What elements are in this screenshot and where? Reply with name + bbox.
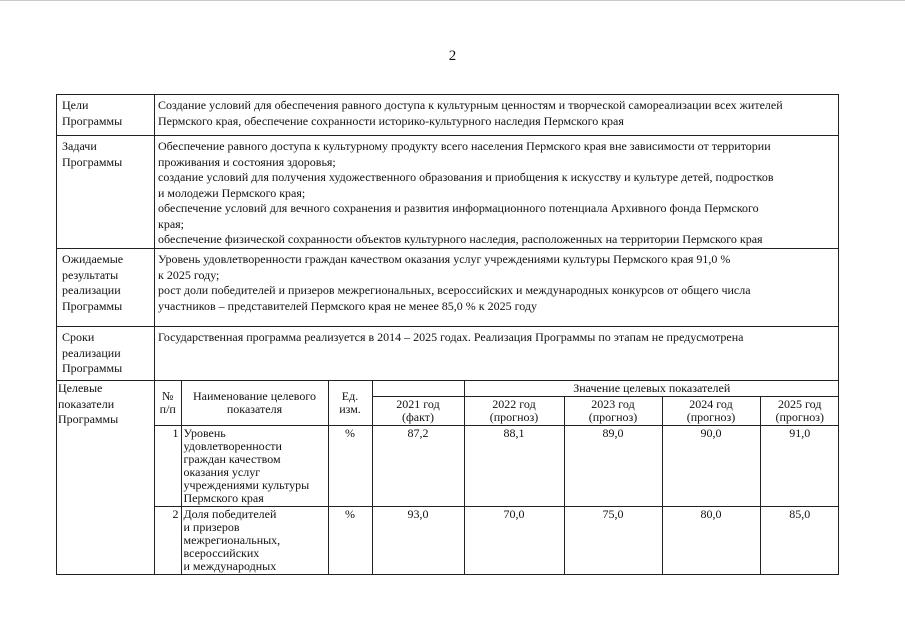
header-year-2021: 2021 год (факт)	[372, 397, 464, 426]
header-num: № п/п	[155, 381, 181, 426]
header-year-2022: 2022 год (прогноз)	[464, 397, 564, 426]
goals-row	[57, 95, 839, 136]
table-row	[155, 426, 839, 507]
row-num: 1	[155, 426, 181, 507]
program-passport-table	[56, 94, 839, 575]
header-year-2023: 2023 год (прогноз)	[564, 397, 662, 426]
row-value-2025: 91,0	[760, 426, 839, 507]
text-line: края;	[158, 216, 185, 231]
text-line: рост доли победителей и призеров межрегиональных, всероссийских и международных конкурсов от общего числа	[158, 283, 751, 297]
text-line: Государственная программа реализуется в 2014 – 2025 годах. Реализация Программы по этапам не предусмотрена	[158, 330, 744, 344]
row-value-2022: 88,1	[464, 426, 564, 507]
header-blank-2021	[372, 381, 464, 397]
row-num: 2	[155, 507, 181, 575]
indicators-header-row-1	[155, 381, 839, 397]
terms-row	[57, 327, 839, 381]
indicators-table	[155, 381, 839, 574]
tasks-content	[155, 136, 839, 249]
text-line: проживания и состояния здоровья;	[158, 154, 336, 169]
goals-label: Цели Программы	[57, 95, 155, 136]
row-indicator-name: Уровень удовлетворенности граждан качеством оказания услуг учреждениями культуры Пермского края	[181, 426, 328, 507]
terms-label: Сроки реализации Программы	[57, 327, 155, 381]
header-year-2025: 2025 год (прогноз)	[760, 397, 839, 426]
text-line: и молодежи Пермского края;	[158, 185, 306, 200]
results-label: Ожидаемые результаты реализации Программы	[57, 249, 155, 327]
tasks-label: Задачи Программы	[57, 136, 155, 249]
goals-content	[155, 95, 839, 136]
tasks-row	[57, 136, 839, 249]
page-top-edge-line	[0, 0, 905, 1]
text-line: Пермского края, обеспечение сохранности историко-культурного наследия Пермского края	[158, 113, 624, 128]
text-line: Уровень удовлетворенности граждан качеством оказания услуг учреждениями культуры Пермского края 91,0 %	[158, 252, 731, 266]
table-row	[155, 507, 839, 575]
row-unit: %	[328, 426, 372, 507]
header-unit: Ед. изм.	[328, 381, 372, 426]
row-value-2024: 90,0	[662, 426, 760, 507]
text-line: к 2025 году;	[158, 267, 220, 282]
row-value-2021: 93,0	[372, 507, 464, 575]
text-line: обеспечение физической сохранности объектов культурного наследия, расположенных на территории Пермского края	[158, 232, 763, 246]
indicators-label: Целевые показатели Программы	[57, 381, 155, 575]
results-row	[57, 249, 839, 327]
terms-content	[155, 327, 839, 381]
header-year-2024: 2024 год (прогноз)	[662, 397, 760, 426]
row-unit: %	[328, 507, 372, 575]
page-number: 2	[448, 48, 457, 64]
row-value-2025: 85,0	[760, 507, 839, 575]
row-value-2024: 80,0	[662, 507, 760, 575]
row-value-2023: 89,0	[564, 426, 662, 507]
header-values-group: Значение целевых показателей	[464, 381, 839, 397]
text-line: Создание условий для обеспечения равного доступа к культурным ценностям и творческой самореализации всех жителей	[158, 98, 783, 112]
indicators-row	[57, 381, 839, 575]
row-value-2023: 75,0	[564, 507, 662, 575]
indicators-content	[155, 381, 839, 575]
row-value-2021: 87,2	[372, 426, 464, 507]
header-name: Наименование целевого показателя	[181, 381, 328, 426]
text-line: участников – представителей Пермского края не менее 85,0 % к 2025 году	[158, 298, 537, 313]
text-line: создание условий для получения художественного образования и приобщения к искусству и культуре детей, подростков	[158, 170, 774, 184]
results-content	[155, 249, 839, 327]
row-value-2022: 70,0	[464, 507, 564, 575]
row-indicator-name: Доля победителей и призеров межрегиональных, всероссийских и международных	[181, 507, 328, 575]
text-line: обеспечение условий для вечного сохранения и развития информационного потенциала Архивного фонда Пермского	[158, 201, 759, 215]
text-line: Обеспечение равного доступа к культурному продукту всего населения Пермского края вне зависимости от территории	[158, 139, 771, 153]
